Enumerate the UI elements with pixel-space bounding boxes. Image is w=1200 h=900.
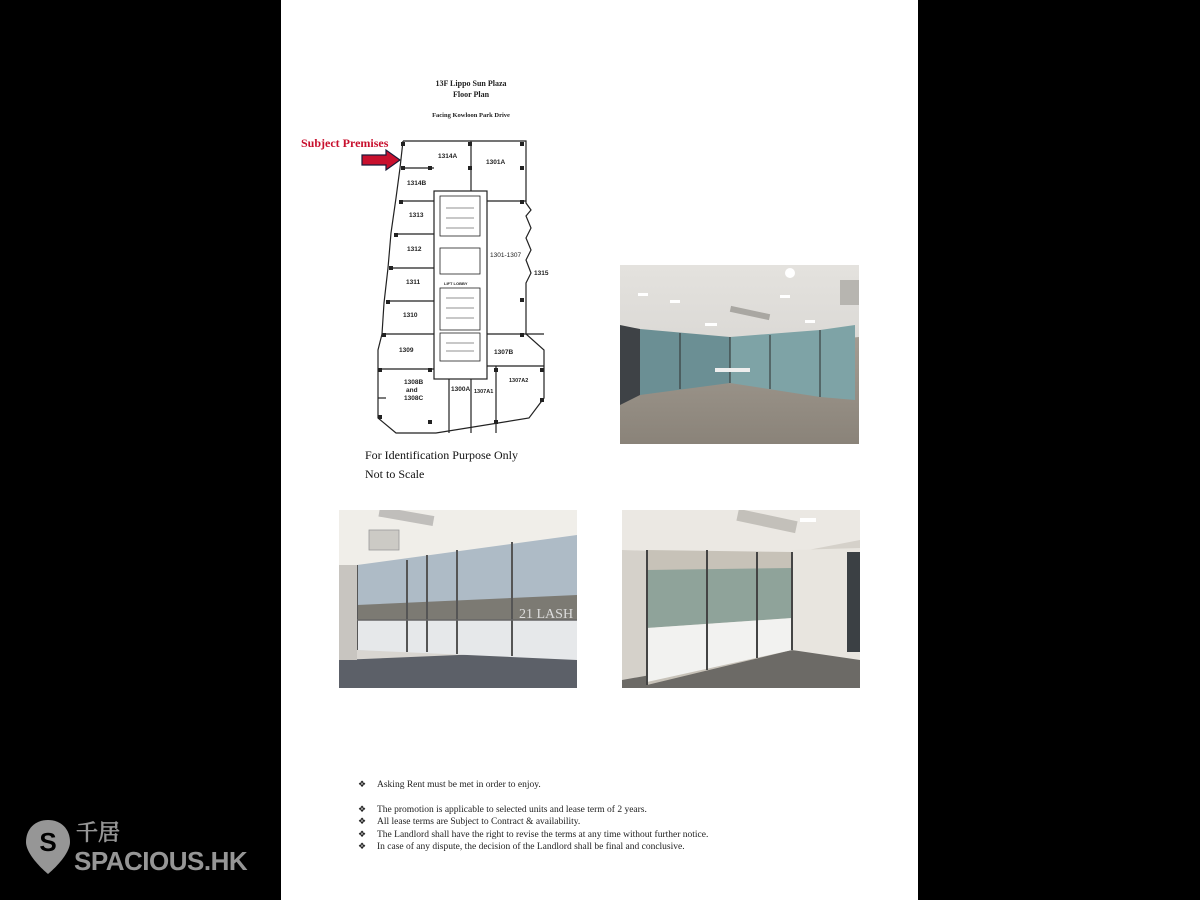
- note-text: In case of any dispute, the decision of the Landlord shall be final and conclusive.: [377, 842, 685, 852]
- office-photo-windows-left: [339, 510, 577, 688]
- room-1314b: 1314B: [407, 180, 427, 187]
- floor-plan-facing: Facing Kowloon Park Drive: [432, 112, 510, 119]
- note-text: The Landlord shall have the right to revise the terms at any time without further notice.: [377, 829, 709, 840]
- terms-notes: [358, 779, 838, 854]
- room-1310: 1310: [403, 312, 418, 319]
- room-1307b: 1307B: [494, 349, 514, 356]
- note-bullet-icon: ❖: [358, 804, 367, 815]
- svg-text:S: S: [39, 827, 57, 857]
- lift-lobby-label: LIFT LOBBY: [444, 281, 468, 286]
- room-1309: 1309: [399, 347, 414, 354]
- floor-plan-title: [401, 78, 541, 100]
- note-text: The promotion is applicable to selected units and lease term of 2 years.: [377, 804, 647, 815]
- room-1301-1307: 1301-1307: [490, 252, 522, 259]
- room-1301a: 1301A: [486, 159, 506, 166]
- identification-note: [365, 446, 518, 484]
- spacious-logo-icon: [24, 818, 72, 876]
- room-1312: 1312: [407, 246, 422, 253]
- room-1307a2: 1307A2: [509, 378, 529, 384]
- note-bullet-icon: ❖: [358, 780, 367, 790]
- room-1308b: 1308B: [404, 379, 424, 386]
- note-item: [358, 816, 838, 829]
- note-bullet-icon: ❖: [358, 829, 367, 840]
- office-photo-windows-right: [622, 510, 860, 688]
- watermark-brand: SPACIOUS.HK: [74, 846, 248, 876]
- room-1314a: 1314A: [438, 153, 458, 160]
- note-bullet-icon: ❖: [358, 817, 367, 827]
- photo-window-lettering: 21 LASH: [519, 607, 574, 622]
- floor-plan-title-line1: 13F Lippo Sun Plaza: [435, 79, 507, 88]
- note-item: [358, 841, 838, 854]
- document-page: [281, 0, 918, 900]
- room-1308c: 1308C: [404, 395, 424, 402]
- floor-plan-drawing: [356, 138, 556, 436]
- subject-arrow-icon: [362, 150, 400, 170]
- identification-line2: Not to Scale: [365, 467, 425, 481]
- note-item: [358, 804, 838, 817]
- note-item: [358, 779, 838, 792]
- room-1311: 1311: [406, 279, 421, 286]
- note-text: All lease terms are Subject to Contract & availability.: [377, 817, 581, 827]
- room-1313: 1313: [409, 212, 424, 219]
- subject-premises-label: Subject Premises: [301, 136, 389, 150]
- room-1315: 1315: [534, 270, 549, 277]
- room-1308-and: and: [406, 387, 418, 394]
- watermark-chinese: 千居: [76, 820, 121, 845]
- identification-line1: For Identification Purpose Only: [365, 448, 518, 462]
- note-bullet-icon: ❖: [358, 842, 367, 852]
- floor-plan-title-line2: Floor Plan: [452, 90, 490, 99]
- room-1307a1: 1307A1: [474, 389, 494, 395]
- room-1300a: 1300A: [451, 386, 471, 393]
- note-text: Asking Rent must be met in order to enjoy.: [377, 780, 541, 790]
- office-photo-interior: [620, 265, 859, 444]
- note-item: [358, 829, 838, 842]
